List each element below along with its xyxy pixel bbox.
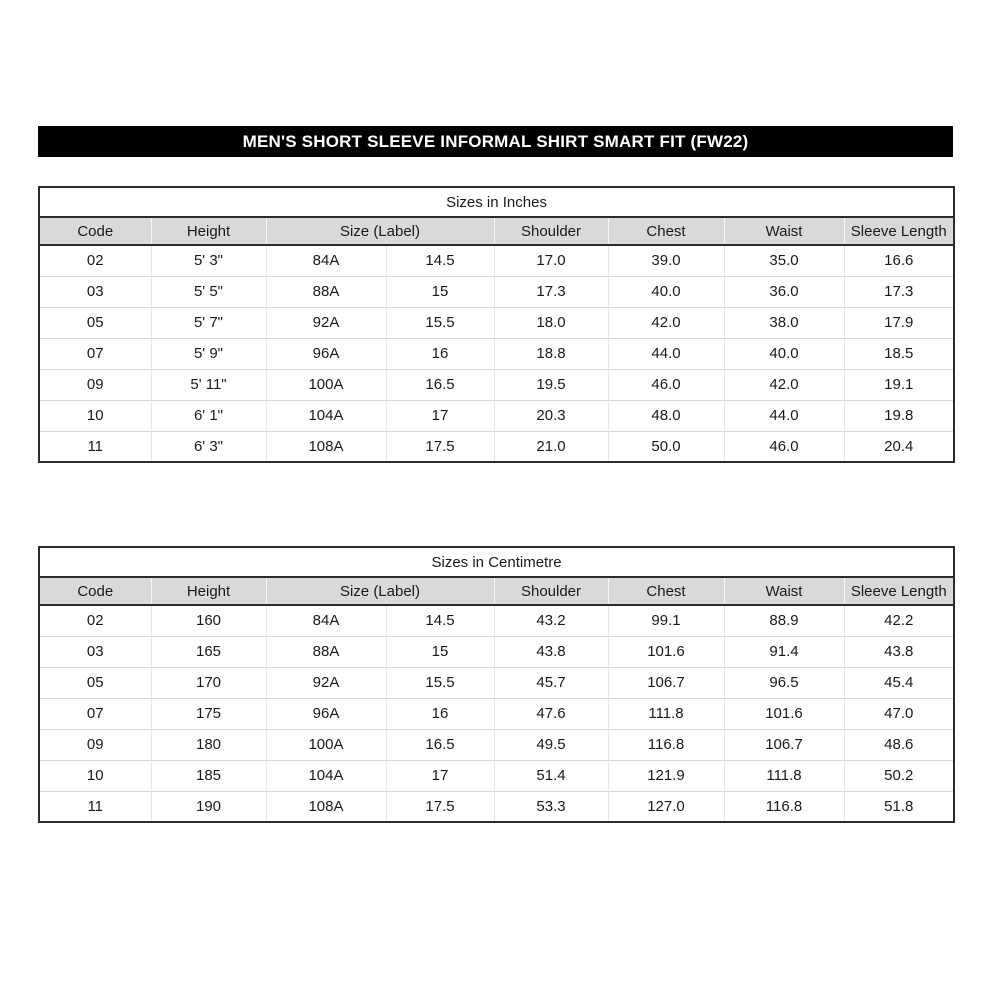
table-body-centimetre	[39, 605, 954, 822]
table-cell: 14.5	[386, 245, 494, 276]
table-cell: 6' 3"	[151, 431, 266, 462]
table-cell: 40.0	[724, 338, 844, 369]
table-cell: 5' 9"	[151, 338, 266, 369]
table-cell: 09	[39, 729, 151, 760]
table-row	[39, 791, 954, 822]
table-cell: 16	[386, 338, 494, 369]
table-row	[39, 338, 954, 369]
table-cell: 44.0	[608, 338, 724, 369]
table-cell: 101.6	[608, 636, 724, 667]
table-cell: 51.4	[494, 760, 608, 791]
table-cell: 47.0	[844, 698, 954, 729]
table-cell: 43.8	[494, 636, 608, 667]
column-header-code: Code	[39, 577, 151, 605]
table-row	[39, 698, 954, 729]
table-row	[39, 276, 954, 307]
table-cell: 100A	[266, 729, 386, 760]
table-cell: 02	[39, 245, 151, 276]
column-header-waist: Waist	[724, 217, 844, 245]
table-cell: 111.8	[608, 698, 724, 729]
size-table-centimetre	[38, 546, 955, 823]
table-cell: 15	[386, 276, 494, 307]
table-cell: 20.3	[494, 400, 608, 431]
table-cell: 53.3	[494, 791, 608, 822]
column-header-waist: Waist	[724, 577, 844, 605]
table-cell: 05	[39, 667, 151, 698]
table-cell: 104A	[266, 760, 386, 791]
table-cell: 5' 3"	[151, 245, 266, 276]
table-cell: 48.6	[844, 729, 954, 760]
column-header-shoulder: Shoulder	[494, 217, 608, 245]
table-cell: 19.5	[494, 369, 608, 400]
table-cell: 45.7	[494, 667, 608, 698]
column-header-size-label: Size (Label)	[266, 217, 494, 245]
table-cell: 47.6	[494, 698, 608, 729]
table-cell: 16.6	[844, 245, 954, 276]
table-cell: 116.8	[608, 729, 724, 760]
column-header-height: Height	[151, 217, 266, 245]
table-cell: 104A	[266, 400, 386, 431]
table-cell: 03	[39, 276, 151, 307]
table-cell: 36.0	[724, 276, 844, 307]
table-cell: 160	[151, 605, 266, 636]
table-cell: 05	[39, 307, 151, 338]
table-cell: 11	[39, 791, 151, 822]
table-cell: 03	[39, 636, 151, 667]
table-cell: 96A	[266, 338, 386, 369]
table-cell: 17.3	[494, 276, 608, 307]
table-cell: 96A	[266, 698, 386, 729]
table-body-inches	[39, 245, 954, 462]
table-cell: 88A	[266, 636, 386, 667]
table-cell: 20.4	[844, 431, 954, 462]
table-cell: 17.9	[844, 307, 954, 338]
table-cell: 84A	[266, 605, 386, 636]
table-cell: 17	[386, 400, 494, 431]
table-cell: 19.1	[844, 369, 954, 400]
table-cell: 09	[39, 369, 151, 400]
table-cell: 17.5	[386, 431, 494, 462]
table-row	[39, 760, 954, 791]
table-cell: 50.2	[844, 760, 954, 791]
column-header-sleeve-length: Sleeve Length	[844, 577, 954, 605]
table-cell: 5' 11"	[151, 369, 266, 400]
table-cell: 15.5	[386, 667, 494, 698]
table-cell: 108A	[266, 431, 386, 462]
table-row	[39, 729, 954, 760]
table-cell: 121.9	[608, 760, 724, 791]
table-cell: 16.5	[386, 729, 494, 760]
table-cell: 35.0	[724, 245, 844, 276]
table-row	[39, 431, 954, 462]
table-cell: 91.4	[724, 636, 844, 667]
table-cell: 88A	[266, 276, 386, 307]
table-cell: 02	[39, 605, 151, 636]
table-cell: 17	[386, 760, 494, 791]
table-cell: 6' 1"	[151, 400, 266, 431]
table-row	[39, 307, 954, 338]
table-row	[39, 667, 954, 698]
table-cell: 180	[151, 729, 266, 760]
table-cell: 111.8	[724, 760, 844, 791]
table-cell: 18.5	[844, 338, 954, 369]
table-cell: 99.1	[608, 605, 724, 636]
table-caption-row	[39, 547, 954, 577]
table-cell: 40.0	[608, 276, 724, 307]
table-header-row	[39, 217, 954, 245]
table-cell: 17.3	[844, 276, 954, 307]
table-cell: 116.8	[724, 791, 844, 822]
page-title: MEN'S SHORT SLEEVE INFORMAL SHIRT SMART FIT (FW22)	[242, 131, 749, 151]
table-cell: 43.8	[844, 636, 954, 667]
table-cell: 106.7	[724, 729, 844, 760]
table-cell: 39.0	[608, 245, 724, 276]
table-cell: 15.5	[386, 307, 494, 338]
table-cell: 165	[151, 636, 266, 667]
column-header-size-label: Size (Label)	[266, 577, 494, 605]
table-cell: 10	[39, 760, 151, 791]
table-cell: 108A	[266, 791, 386, 822]
table-cell: 48.0	[608, 400, 724, 431]
table-cell: 15	[386, 636, 494, 667]
table-cell: 14.5	[386, 605, 494, 636]
table-cell: 92A	[266, 667, 386, 698]
table-cell: 44.0	[724, 400, 844, 431]
column-header-shoulder: Shoulder	[494, 577, 608, 605]
table-cell: 170	[151, 667, 266, 698]
table-cell: 17.5	[386, 791, 494, 822]
table-cell: 17.0	[494, 245, 608, 276]
table-row	[39, 245, 954, 276]
table-row	[39, 369, 954, 400]
table-cell: 106.7	[608, 667, 724, 698]
table-cell: 42.0	[724, 369, 844, 400]
table-cell: 18.0	[494, 307, 608, 338]
table-cell: 43.2	[494, 605, 608, 636]
table-cell: 92A	[266, 307, 386, 338]
table-cell: 96.5	[724, 667, 844, 698]
table-cell: 100A	[266, 369, 386, 400]
table-cell: 16.5	[386, 369, 494, 400]
table-caption-row	[39, 187, 954, 217]
table-cell: 11	[39, 431, 151, 462]
table-cell: 101.6	[724, 698, 844, 729]
table-cell: 51.8	[844, 791, 954, 822]
table-cell: 185	[151, 760, 266, 791]
column-header-sleeve-length: Sleeve Length	[844, 217, 954, 245]
table-cell: 46.0	[724, 431, 844, 462]
table-cell: 5' 7"	[151, 307, 266, 338]
table-cell: 50.0	[608, 431, 724, 462]
table-cell: 07	[39, 698, 151, 729]
size-table-inches	[38, 186, 955, 463]
table-cell: 88.9	[724, 605, 844, 636]
table-header-row	[39, 577, 954, 605]
column-header-chest: Chest	[608, 217, 724, 245]
table-cell: 84A	[266, 245, 386, 276]
table-cell: 49.5	[494, 729, 608, 760]
column-header-chest: Chest	[608, 577, 724, 605]
column-header-code: Code	[39, 217, 151, 245]
table-row	[39, 605, 954, 636]
table-cell: 42.0	[608, 307, 724, 338]
table-cell: 127.0	[608, 791, 724, 822]
column-header-height: Height	[151, 577, 266, 605]
title-bar	[38, 126, 953, 157]
table-cell: 07	[39, 338, 151, 369]
table-cell: 38.0	[724, 307, 844, 338]
table-cell: 175	[151, 698, 266, 729]
table-cell: 45.4	[844, 667, 954, 698]
table-cell: 5' 5"	[151, 276, 266, 307]
table-cell: 21.0	[494, 431, 608, 462]
table-caption: Sizes in Inches	[39, 187, 954, 217]
table-row	[39, 400, 954, 431]
table-cell: 16	[386, 698, 494, 729]
table-caption: Sizes in Centimetre	[39, 547, 954, 577]
table-cell: 42.2	[844, 605, 954, 636]
table-row	[39, 636, 954, 667]
table-cell: 19.8	[844, 400, 954, 431]
table-cell: 18.8	[494, 338, 608, 369]
table-cell: 190	[151, 791, 266, 822]
table-cell: 10	[39, 400, 151, 431]
table-cell: 46.0	[608, 369, 724, 400]
